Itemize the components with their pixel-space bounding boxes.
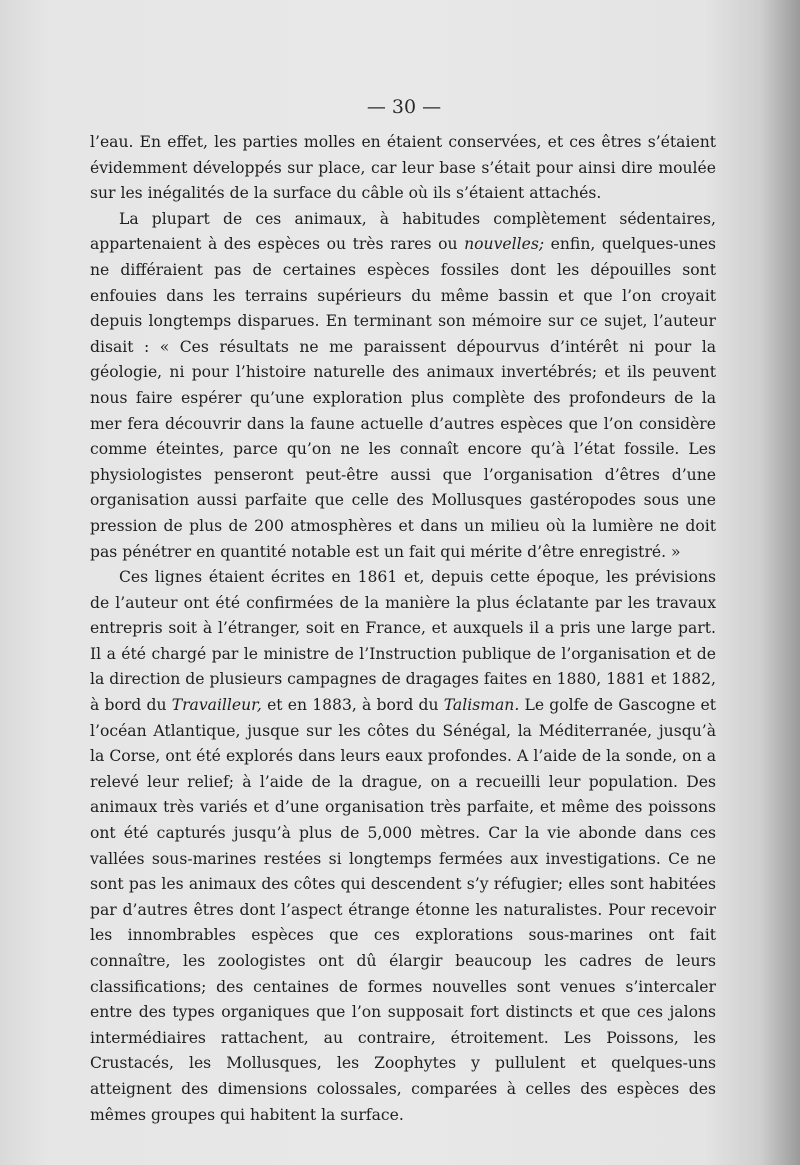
ship-name: Talisman. [443,696,520,715]
paragraph [90,565,716,1128]
italic-term: nouvelles; [464,235,545,254]
text-run: La plupart de ces animaux, à habitudes complètement sédentaires, appartenaient à des espèces ou très rares ou [90,209,716,254]
text-run: et en 1883, à bord du [261,696,444,715]
page-number: — 30 — [366,96,442,118]
text-run: Ces lignes étaient écrites en 1861 et, depuis cette époque, les prévisions de l’auteur ont été confirmées de la manière la plus éclatante par les travaux entrepris soit à l’étranger, soit en France, et auxquels il a pris une large part. Il a été chargé par le ministre de l’Instruction publique de l’organisation et de la direction de plusieurs campagnes de dragages faites en 1880, 1881 et 1882, à bord du [90,568,716,715]
body-text [90,130,716,1128]
text-run: l’eau. En effet, les parties molles en étaient conservées, et ces êtres s’étaient évidemment développés sur place, car leur base s’était pour ainsi dire moulée sur les inégalités de la surface du câble où ils s’étaient attachés. [90,133,716,203]
text-run: enfin, quelques-unes ne différaient pas de certaines espèces fossiles dont les dépouilles sont enfouies dans les terrains supérieurs du même bassin et que l’on croyait depuis longtemps disparues. En terminant son mémoire sur ce sujet, l’auteur disait : « Ces résultats ne me paraissent dépourvus d’intérêt ni pour la géologie, ni pour l’histoire naturelle des animaux invertébrés; et ils peuvent nous faire espérer qu’une exploration plus complète des profondeurs de la mer fera découvrir dans la faune actuelle d’autres espèces que l’on considère comme éteintes, parce qu’on ne les connaît encore qu’à l’état fossile. Les physiologistes penseront peut-être aussi que l’organisation d’êtres d’une organisation aussi parfaite que celle des Mollusques gastéropodes sous une pression de plus de 200 atmosphères et dans un milieu où la lumière ne doit pas pénétrer en quantité notable est un fait qui mérite d’être enregistré. » [90,235,716,561]
ship-name: Travailleur, [171,696,262,715]
text-run: Le golfe de Gascogne et l’océan Atlantique, jusque sur les côtes du Sénégal, la Méditerranée, jusqu’à la Corse, ont été explorés dans leurs eaux profondes. A l’aide de la sonde, on a relevé leur relief; à l’aide de la drague, on a recueilli leur population. Des animaux très variés et d’une organisation très parfaite, et même des poissons ont été capturés jusqu’à plus de 5,000 mètres. Car la vie abonde dans ces vallées sous-marines restées si longtemps fermées aux investigations. Ce ne sont pas les animaux des côtes qui descendent s’y réfugier; elles sont habitées par d’autres êtres dont l’aspect étrange étonne les naturalistes. Pour recevoir les innombrables espèces que ces explorations sous-marines ont fait connaître, les zoologistes ont dû élargir beaucoup les cadres de leurs classifications; des centaines de formes nouvelles sont venues s’intercaler entre des types organiques que l’on supposait fort distincts et que ces jalons intermédiaires rattachent, au contraire, étroitement. Les Poissons, les Crustacés, les Mollusques, les Zoophytes y pullulent et quelques-uns atteignent des dimensions colossales, comparées à celles des espèces des mêmes groupes qui habitent la surface. [90,696,717,1124]
paragraph [90,207,716,565]
paragraph [90,130,716,207]
